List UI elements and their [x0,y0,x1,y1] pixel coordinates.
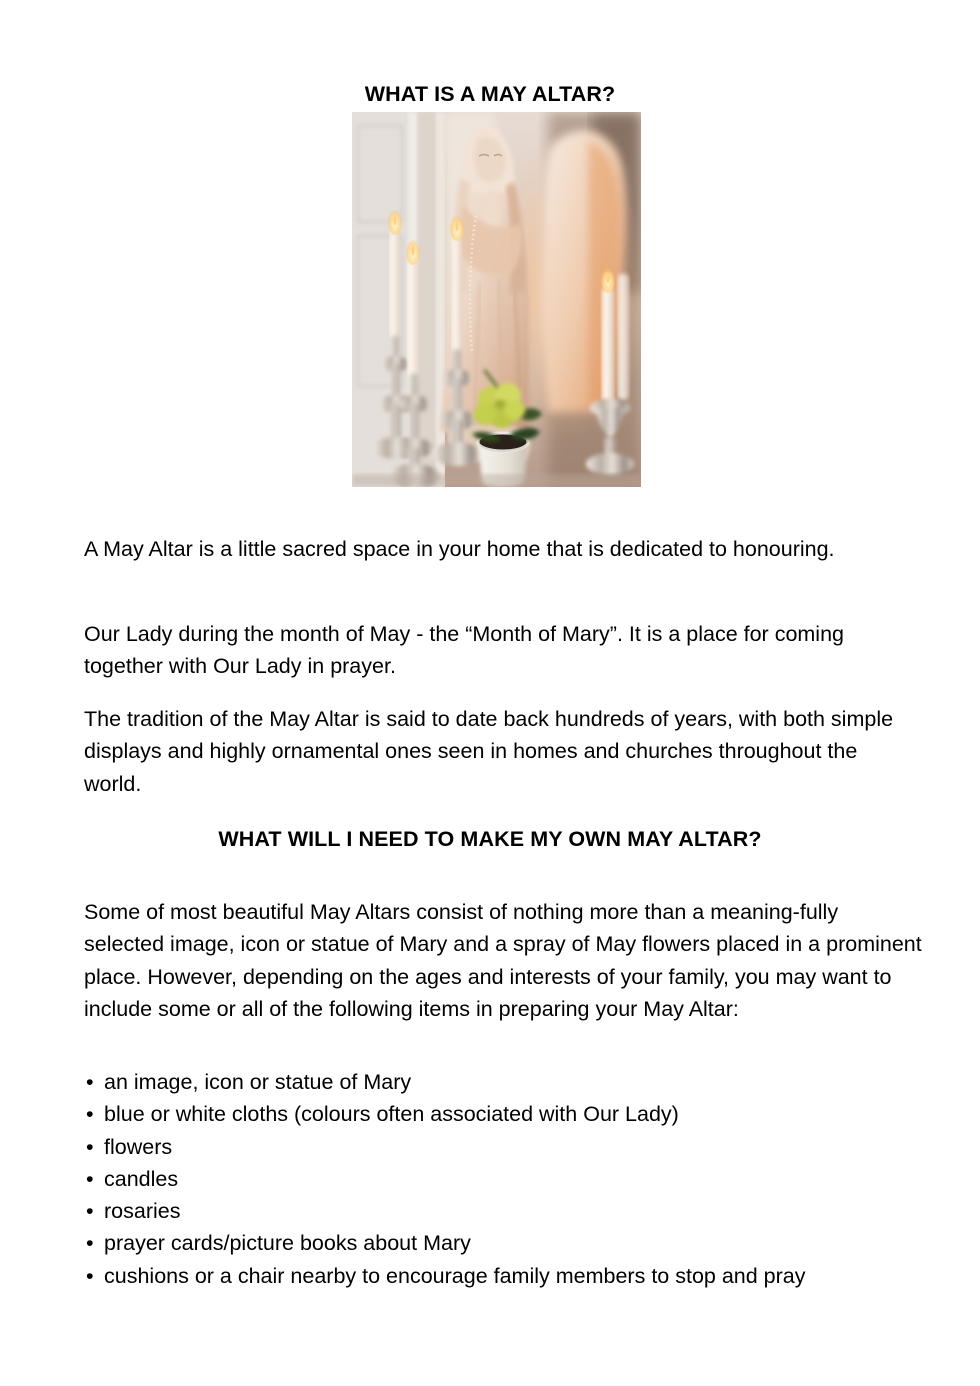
intro-paragraph-1: A May Altar is a little sacred space in your home that is dedicated to honouring. [84,536,835,561]
bullet-marker-icon: • [86,1166,94,1191]
may-altar-photograph [352,112,641,487]
section-heading-materials: WHAT WILL I NEED TO MAKE MY OWN MAY ALTAR? [218,826,762,851]
list-item-label: blue or white cloths (colours often associated with Our Lady) [104,1102,679,1127]
bullet-marker-icon: • [86,1231,94,1256]
list-item [84,1098,924,1130]
may-altar-illustration [352,112,641,487]
may-altar-figure [352,112,641,487]
list-item-label: cushions or a chair nearby to encourage family members to stop and pray [104,1263,806,1288]
list-item [84,1066,924,1098]
bullet-marker-icon: • [86,1070,94,1094]
materials-intro-paragraph: Some of most beautiful May Altars consist of nothing more than a meaning-fully selected image, icon or statue of Mary and a spray of May flowers placed in a prominent place. However, depending on the ages and interests of your family, you may want to include some or all of the following items in preparing your May Altar: [84,899,922,1021]
bullet-marker-icon: • [86,1102,94,1127]
page-title-heading: WHAT IS A MAY ALTAR? [364,82,616,107]
intro-paragraph-3: The tradition of the May Altar is said to date back hundreds of years, with both simple displays and highly ornamental ones seen in homes and churches throughout the world. [84,706,894,796]
list-item-label: candles [104,1166,179,1191]
list-item [84,1163,924,1195]
intro-paragraph-2: Our Lady during the month of May - the “Month of Mary”. It is a place for coming together with Our Lady in prayer. [84,621,844,678]
list-item [84,1195,924,1227]
list-item [84,1260,924,1292]
list-item-label: flowers [104,1134,173,1159]
list-item-label: an image, icon or statue of Mary [104,1070,412,1094]
bullet-marker-icon: • [86,1199,94,1224]
list-item-label: prayer cards/picture books about Mary [104,1231,471,1256]
materials-list [84,1066,924,1292]
list-item [84,1227,924,1259]
bullet-marker-icon: • [86,1134,94,1159]
list-item [84,1131,924,1163]
bullet-marker-icon: • [86,1263,94,1288]
list-item-label: rosaries [104,1199,181,1224]
